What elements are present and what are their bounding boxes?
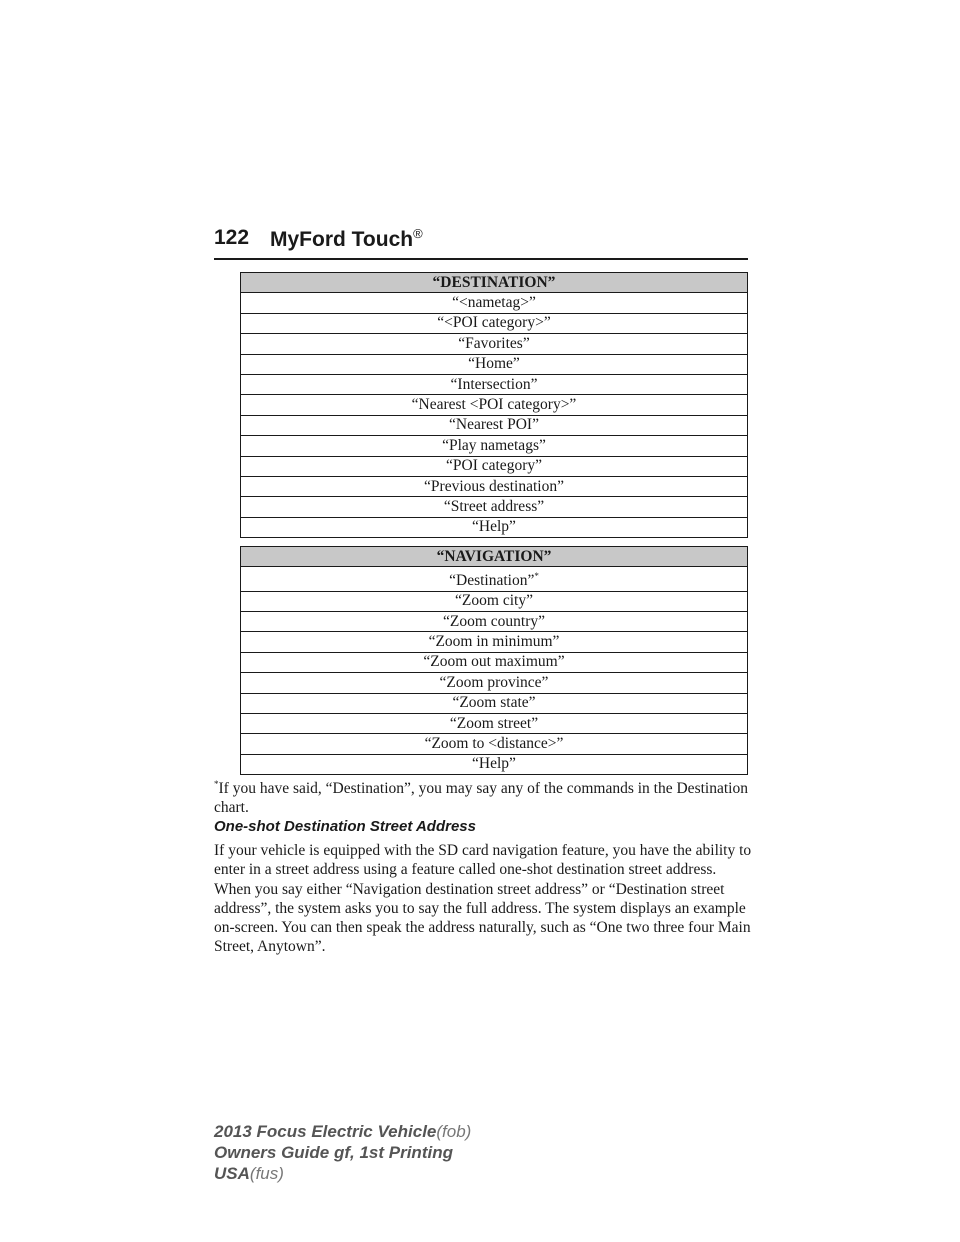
table-row	[241, 374, 748, 394]
footer-market: USA	[214, 1164, 250, 1183]
command-text: “Help”	[472, 755, 516, 773]
table-row	[241, 476, 748, 496]
command-text: “Nearest <POI category>”	[411, 396, 577, 414]
destination-command	[241, 476, 748, 496]
destination-command	[241, 293, 748, 313]
page-number: 122	[214, 226, 250, 249]
destination-command-table	[240, 272, 748, 538]
navigation-command	[241, 567, 748, 591]
footer-line-2	[214, 1142, 471, 1163]
table-row	[241, 591, 748, 611]
table-row	[241, 293, 748, 313]
destination-command	[241, 374, 748, 394]
command-text: “Help”	[472, 518, 516, 536]
page-header	[214, 222, 748, 258]
footer-line-3	[214, 1163, 471, 1184]
destination-command	[241, 415, 748, 435]
footer-vehicle: 2013 Focus Electric Vehicle	[214, 1122, 437, 1141]
registered-mark: ®	[413, 226, 423, 241]
command-text: “Zoom in minimum”	[428, 633, 560, 651]
table-row	[241, 456, 748, 476]
command-text: “Zoom to <distance>”	[424, 734, 564, 752]
table-row	[241, 611, 748, 631]
command-text: “Destination”	[449, 572, 535, 590]
destination-table-body	[241, 293, 748, 538]
table-row	[241, 334, 748, 354]
footer-market-code: (fus)	[249, 1164, 284, 1183]
footnote-marker: *	[534, 571, 539, 582]
section-title	[270, 226, 423, 252]
navigation-command	[241, 632, 748, 652]
command-text: “Nearest POI”	[449, 416, 539, 434]
navigation-command-table	[240, 546, 748, 775]
navigation-command	[241, 652, 748, 672]
page-footer	[214, 1121, 471, 1184]
command-text: “Intersection”	[450, 375, 538, 393]
table-row	[241, 354, 748, 374]
navigation-command	[241, 693, 748, 713]
section-title-text: MyFord Touch	[270, 228, 414, 251]
footnote-text: If you have said, “Destination”, you may say any of the commands in the Destination chart.	[214, 780, 748, 817]
footer-guide: Owners Guide gf, 1st Printing	[214, 1143, 453, 1162]
table-row	[241, 713, 748, 733]
destination-command	[241, 517, 748, 537]
destination-command	[241, 334, 748, 354]
destination-command	[241, 456, 748, 476]
command-text: “Favorites”	[458, 334, 530, 352]
footnote-marker: *	[214, 779, 219, 789]
footer-line-1	[214, 1121, 471, 1142]
table-row	[241, 632, 748, 652]
destination-table-heading: “DESTINATION”	[241, 273, 748, 293]
table-row	[241, 734, 748, 754]
header-rule	[214, 258, 748, 260]
footnote	[214, 775, 754, 817]
table-row	[241, 673, 748, 693]
command-text: “<nametag>”	[452, 294, 536, 312]
destination-command	[241, 313, 748, 333]
table-row	[241, 652, 748, 672]
navigation-command	[241, 673, 748, 693]
command-text: “Zoom state”	[452, 694, 536, 712]
table-row	[241, 436, 748, 456]
table-row	[241, 497, 748, 517]
navigation-command	[241, 611, 748, 631]
command-text: “<POI category>”	[437, 314, 551, 332]
table-row	[241, 693, 748, 713]
destination-command	[241, 354, 748, 374]
command-text: “Zoom country”	[442, 612, 545, 630]
body-paragraph: If your vehicle is equipped with the SD card navigation feature, you have the ability to enter in a street address using a feature called one-shot destination street address. When you say either “Navigation destination street address” or “Destination street address”, the system asks you to say the full address. The system displays an example on-screen. You can then speak the address naturally, such as “One two three four Main Street, Anytown”.	[214, 842, 752, 956]
command-text: “Zoom out maximum”	[423, 653, 565, 671]
command-text: “Zoom province”	[439, 673, 549, 691]
footer-vehicle-code: (fob)	[436, 1122, 472, 1141]
command-text: “Zoom city”	[455, 592, 533, 610]
table-row	[241, 395, 748, 415]
table-row	[241, 517, 748, 537]
command-text: “Previous destination”	[424, 477, 564, 495]
table-row	[241, 567, 748, 591]
command-text: “Home”	[468, 355, 520, 373]
command-text: “Street address”	[443, 497, 545, 515]
navigation-command	[241, 591, 748, 611]
table-row	[241, 313, 748, 333]
navigation-command	[241, 754, 748, 774]
table-row	[241, 415, 748, 435]
navigation-table-body	[241, 567, 748, 775]
command-text: “POI category”	[446, 457, 542, 475]
destination-command	[241, 395, 748, 415]
destination-command	[241, 436, 748, 456]
navigation-table-heading: “NAVIGATION”	[241, 547, 748, 567]
navigation-command	[241, 713, 748, 733]
destination-command	[241, 497, 748, 517]
navigation-command	[241, 734, 748, 754]
command-text: “Zoom street”	[449, 714, 539, 732]
command-text: “Play nametags”	[442, 436, 546, 454]
subheading: One-shot Destination Street Address	[214, 818, 476, 835]
table-row	[241, 754, 748, 774]
